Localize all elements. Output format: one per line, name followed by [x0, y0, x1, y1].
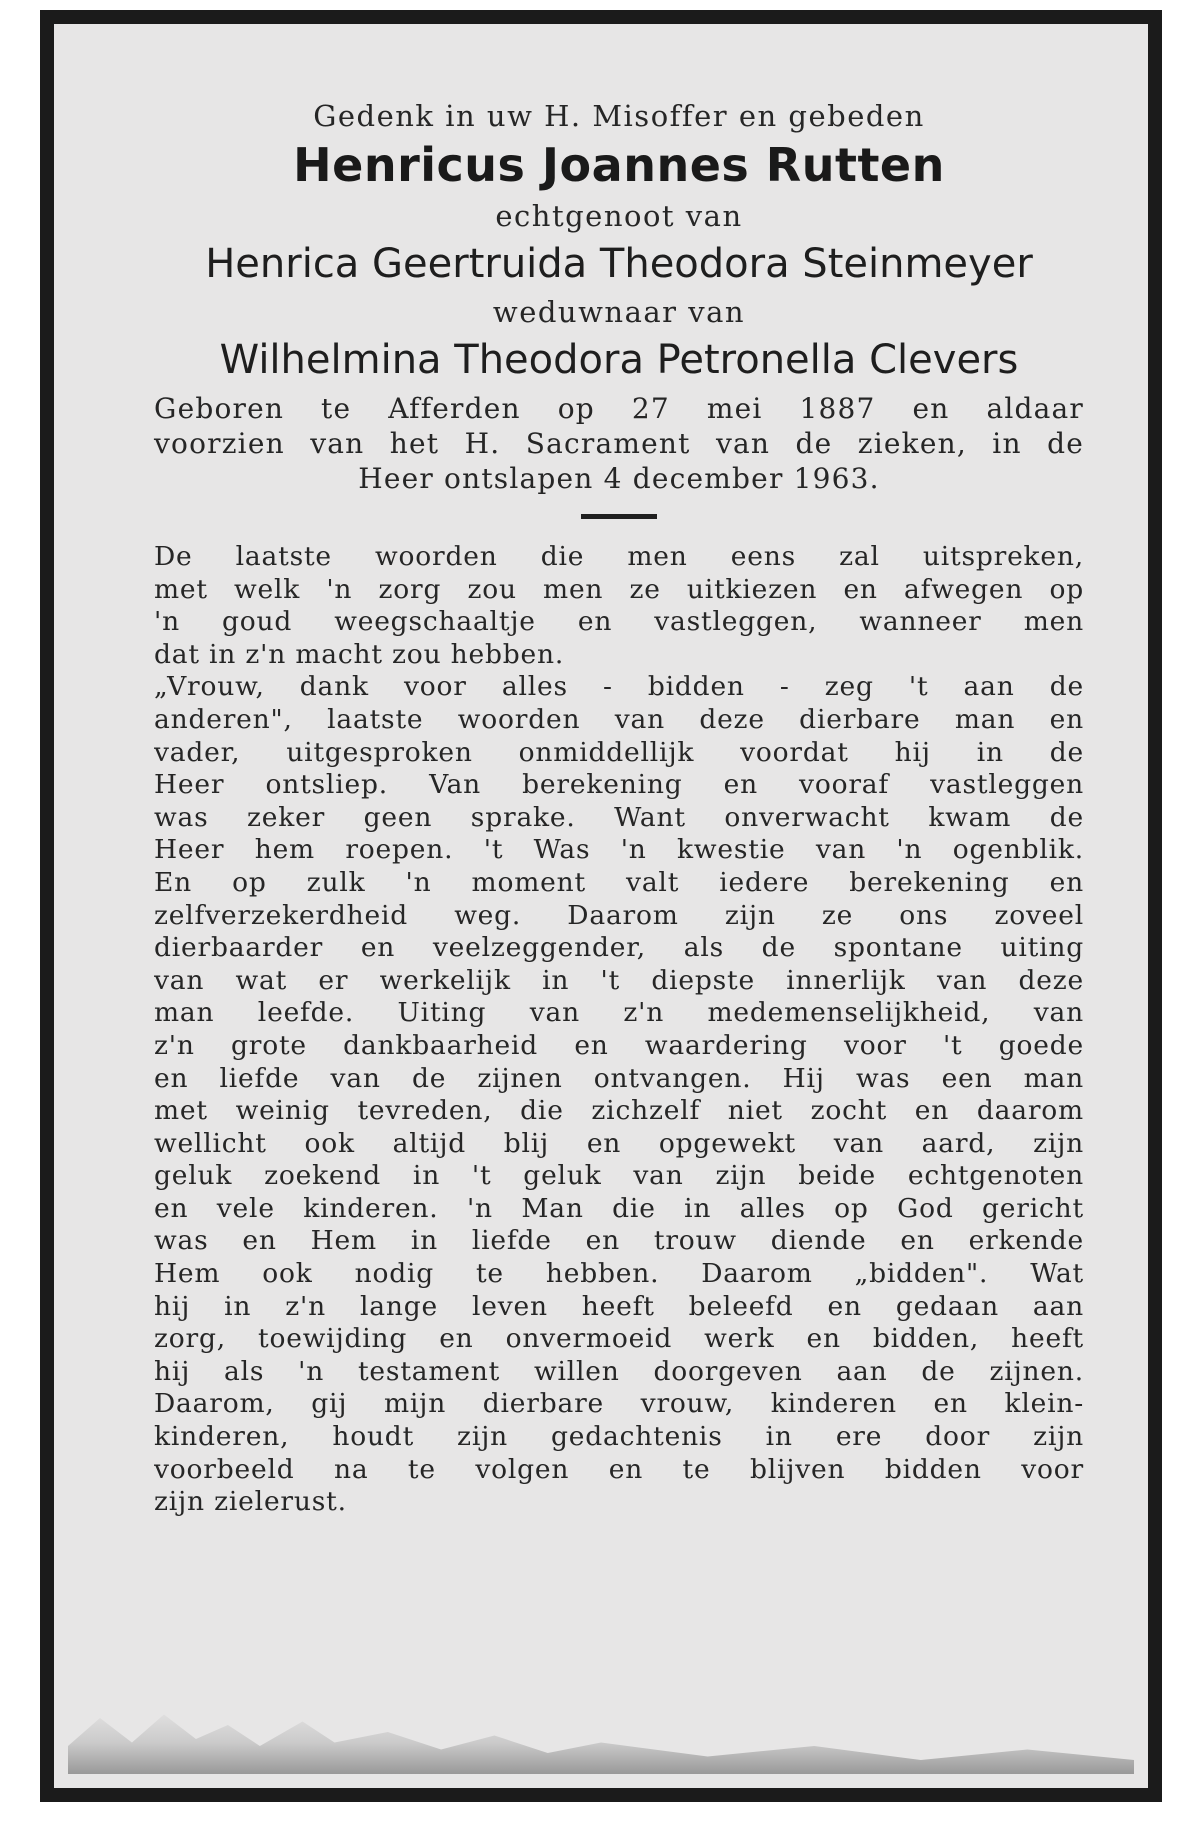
birth-death-block — [154, 391, 1084, 496]
card-text — [154, 99, 1084, 1519]
eulogy-line: hij in z'n lange leven heeft beleefd en gedaan aan — [154, 1290, 1084, 1322]
eulogy-line: anderen", laatste woorden van deze dierbare man en — [154, 703, 1084, 735]
paper-stain — [68, 1704, 1134, 1774]
birth-line: voorzien van het H. Sacrament van de zieken, in de — [154, 427, 1084, 460]
eulogy-line: 'n goud weegschaaltje en vastleggen, wanneer men — [154, 606, 1084, 638]
eulogy-line: zelfverzekerdheid weg. Daarom zijn ze ons zoveel — [154, 899, 1084, 931]
spouse-name-1: Henrica Geertruida Theodora Steinmeyer — [205, 241, 1033, 287]
intro-line: Gedenk in uw H. Misoffer en gebeden — [313, 99, 925, 133]
eulogy-line: geluk zoekend in 't geluk van zijn beide echtgenoten — [154, 1160, 1084, 1192]
eulogy-line: van wat er werkelijk in 't diepste innerlijk van deze — [154, 964, 1084, 996]
eulogy-line: dierbaarder en veelzeggender, als de spontane uiting — [154, 932, 1084, 964]
eulogy-line: voorbeeld na te volgen en te blijven bidden voor — [154, 1453, 1084, 1485]
eulogy-line: z'n grote dankbaarheid en waardering voor 't goede — [154, 1029, 1084, 1061]
eulogy-line: met weinig tevreden, die zichzelf niet zocht en daarom — [154, 1095, 1084, 1127]
eulogy-line: Hem ook nodig te hebben. Daarom „bidden". Wat — [154, 1258, 1084, 1290]
eulogy-line: wellicht ook altijd blij en opgewekt van aard, zijn — [154, 1127, 1084, 1159]
eulogy-line: zorg, toewijding en onvermoeid werk en bidden, heeft — [154, 1323, 1084, 1355]
eulogy-line: kinderen, houdt zijn gedachtenis in ere door zijn — [154, 1421, 1084, 1453]
relation-line-2: weduwnaar van — [492, 295, 746, 329]
relation-line-1: echtgenoot van — [495, 199, 743, 233]
eulogy-line: En op zulk 'n moment valt iedere berekening en — [154, 866, 1084, 898]
deceased-name: Henricus Joannes Rutten — [293, 138, 945, 192]
divider — [581, 514, 657, 519]
eulogy-line: De laatste woorden die men eens zal uitspreken, — [154, 541, 1084, 572]
eulogy-line: dat in z'n macht zou hebben. — [154, 638, 565, 670]
eulogy-line: was en Hem in liefde en trouw diende en erkende — [154, 1225, 1084, 1257]
eulogy-line: „Vrouw, dank voor alles - bidden - zeg 't aan de — [154, 671, 1084, 703]
eulogy-text — [154, 541, 1084, 1519]
eulogy-line: Heer hem roepen. 't Was 'n kwestie van 'n ogenblik. — [154, 834, 1084, 866]
eulogy-line: zijn zielerust. — [154, 1486, 347, 1518]
spouse-name-2: Wilhelmina Theodora Petronella Clevers — [219, 337, 1019, 383]
eulogy-line: was zeker geen sprake. Want onverwacht kwam de — [154, 801, 1084, 833]
eulogy-line: en liefde van de zijnen ontvangen. Hij was een man — [154, 1062, 1084, 1094]
eulogy-line: vader, uitgesproken onmiddellijk voordat hij in de — [154, 736, 1084, 768]
eulogy-line: Daarom, gij mijn dierbare vrouw, kinderen en klein- — [154, 1388, 1084, 1420]
birth-line: Geboren te Afferden op 27 mei 1887 en aldaar — [154, 392, 1084, 425]
eulogy-line: en vele kinderen. 'n Man die in alles op God gericht — [154, 1192, 1084, 1224]
birth-line: Heer ontslapen 4 december 1963. — [358, 462, 880, 495]
memorial-card — [40, 10, 1162, 1802]
eulogy-line: met welk 'n zorg zou men ze uitkiezen en afwegen op — [154, 573, 1084, 605]
eulogy-line: man leefde. Uiting van z'n medemenselijkheid, van — [154, 997, 1084, 1029]
eulogy-line: Heer ontsliep. Van berekening en vooraf vastleggen — [154, 769, 1084, 801]
eulogy-line: hij als 'n testament willen doorgeven aan de zijnen. — [154, 1355, 1084, 1387]
card-paper — [54, 24, 1148, 1788]
